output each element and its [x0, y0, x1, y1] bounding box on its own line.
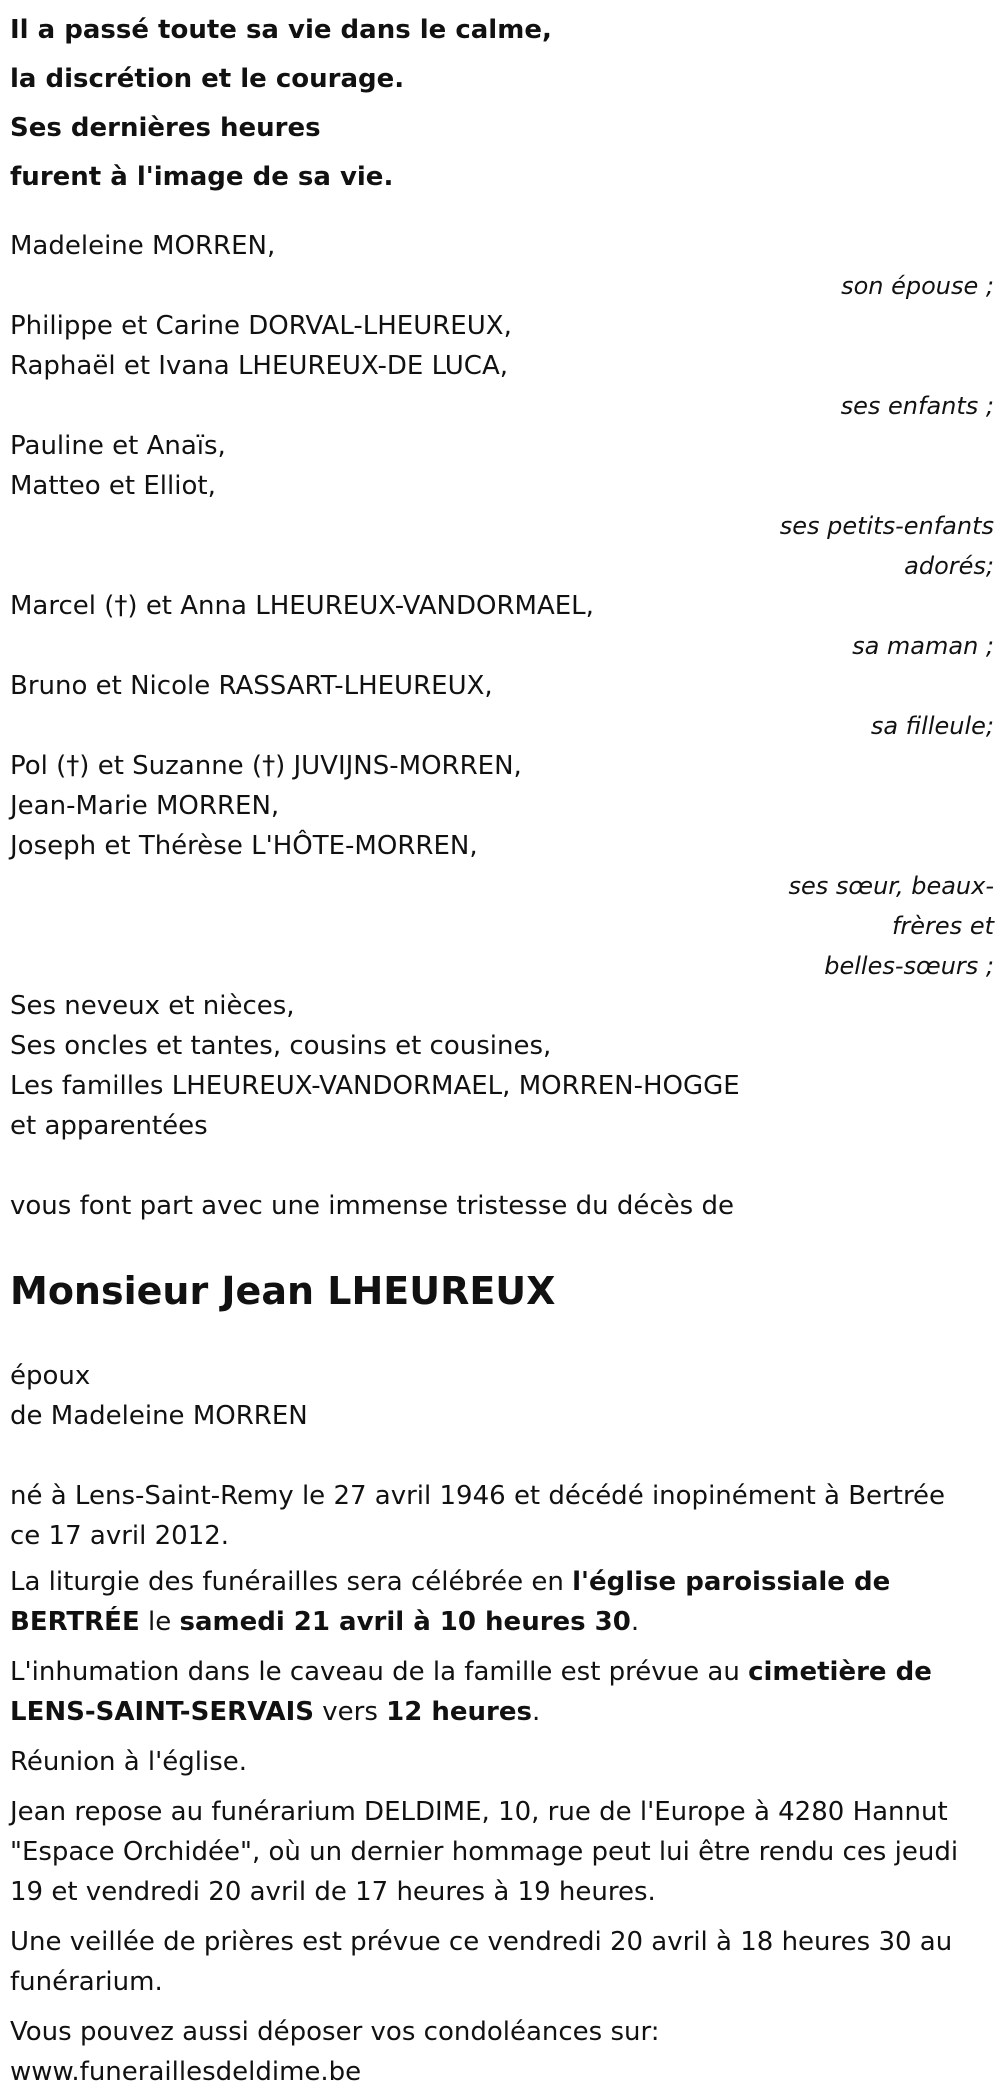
- paragraph-text: L'inhumation dans le caveau de la famille est prévue au: [10, 1657, 749, 1687]
- epigraph-line: Il a passé toute sa vie dans le calme,: [10, 15, 552, 45]
- reunion-paragraph: Réunion à l'église.: [10, 1747, 248, 1777]
- relation-label: ses enfants ;: [840, 392, 994, 420]
- epigraph-line: furent à l'image de sa vie.: [10, 162, 394, 192]
- burial-time: 12 heures: [386, 1697, 532, 1727]
- mourner-name: Bruno et Nicole RASSART-LHEUREUX,: [10, 671, 493, 701]
- paragraph-line: "Espace Orchidée", où un dernier hommage peut lui être rendu ces jeudi: [10, 1837, 959, 1867]
- announcement: vous font part avec une immense tristesse du décès de: [10, 1191, 734, 1221]
- paragraph-line: [10, 1602, 992, 1642]
- relation-label: son épouse ;: [841, 272, 994, 300]
- mourner-name: Matteo et Elliot,: [10, 471, 216, 501]
- family-children: [10, 306, 992, 426]
- mourner-name: Les familles LHEUREUX-VANDORMAEL, MORREN-HOGGE: [10, 1071, 740, 1101]
- paragraph-line: né à Lens-Saint-Remy le 27 avril 1946 et décédé inopinément à Bertrée: [10, 1481, 946, 1511]
- condolences-paragraph: [10, 2012, 992, 2092]
- condolences-website-link[interactable]: www.funeraillesdeldime.be: [10, 2057, 362, 2087]
- paragraph-text: le: [139, 1607, 180, 1637]
- mourner-name: Raphaël et Ivana LHEUREUX-DE LUCA,: [10, 351, 508, 381]
- relation-label: adorés;: [904, 552, 994, 580]
- family-siblings: [10, 746, 992, 986]
- liturgy-paragraph: [10, 1562, 992, 1642]
- mourner-name: Pauline et Anaïs,: [10, 431, 226, 461]
- relation-label: frères et: [891, 912, 994, 940]
- paragraph-text: .: [531, 1697, 541, 1727]
- church-name: l'église paroissiale de: [572, 1567, 891, 1597]
- cemetery-label: cimetière de: [748, 1657, 932, 1687]
- birth-death-paragraph: [10, 1476, 992, 1556]
- funeral-date: samedi 21 avril à 10 heures 30: [179, 1607, 631, 1637]
- paragraph-line: ce 17 avril 2012.: [10, 1521, 230, 1551]
- mourner-name: et apparentées: [10, 1111, 208, 1141]
- mourner-name: Joseph et Thérèse L'HÔTE-MORREN,: [10, 831, 478, 861]
- epigraph: [10, 6, 992, 202]
- mourner-name: Madeleine MORREN,: [10, 231, 276, 261]
- family-grandchildren: [10, 426, 992, 586]
- spouse-reference-line: époux: [10, 1361, 91, 1391]
- church-location: BERTRÉE: [10, 1607, 140, 1637]
- relation-label: ses sœur, beaux-: [788, 872, 994, 900]
- family-others: [10, 986, 992, 1146]
- family-mother: [10, 586, 992, 666]
- paragraph-line: Une veillée de prières est prévue ce vendredi 20 avril à 18 heures 30 au: [10, 1927, 953, 1957]
- paragraph-line: [10, 1562, 992, 1602]
- paragraph-line: Jean repose au funérarium DELDIME, 10, rue de l'Europe à 4280 Hannut: [10, 1797, 948, 1827]
- paragraph-text: vers: [313, 1697, 387, 1727]
- vigil-paragraph: [10, 1922, 992, 2002]
- paragraph-line: Vous pouvez aussi déposer vos condoléances sur:: [10, 2017, 660, 2047]
- family-spouse: [10, 226, 992, 306]
- cemetery-location: LENS-SAINT-SERVAIS: [10, 1697, 314, 1727]
- mourner-name: Ses oncles et tantes, cousins et cousines,: [10, 1031, 552, 1061]
- family-goddaughter: [10, 666, 992, 746]
- mourner-name: Philippe et Carine DORVAL-LHEUREUX,: [10, 311, 512, 341]
- relation-label: ses petits-enfants: [779, 512, 994, 540]
- paragraph-text: La liturgie des funérailles sera célébrée en: [10, 1567, 573, 1597]
- spouse-reference-line: de Madeleine MORREN: [10, 1401, 308, 1431]
- obituary-page: [10, 0, 992, 2092]
- relation-label: sa filleule;: [870, 712, 994, 740]
- paragraph-line: [10, 1692, 992, 1732]
- burial-paragraph: [10, 1652, 992, 1732]
- spouse-reference: [10, 1356, 992, 1436]
- relation-label: sa maman ;: [852, 632, 994, 660]
- epigraph-line: la discrétion et le courage.: [10, 64, 405, 94]
- mourner-name: Marcel (†) et Anna LHEUREUX-VANDORMAEL,: [10, 591, 594, 621]
- paragraph-text: .: [630, 1607, 640, 1637]
- mourner-name: Jean-Marie MORREN,: [10, 791, 280, 821]
- paragraph-line: [10, 1652, 992, 1692]
- paragraph-line: 19 et vendredi 20 avril de 17 heures à 19 heures.: [10, 1877, 656, 1907]
- epigraph-line: Ses dernières heures: [10, 113, 321, 143]
- relation-label: belles-sœurs ;: [824, 952, 994, 980]
- deceased-name: Monsieur Jean LHEUREUX: [10, 1269, 556, 1313]
- paragraph-line: funérarium.: [10, 1967, 163, 1997]
- mourner-name: Pol (†) et Suzanne (†) JUVIJNS-MORREN,: [10, 751, 522, 781]
- mourner-name: Ses neveux et nièces,: [10, 991, 295, 1021]
- funerarium-paragraph: [10, 1792, 992, 1912]
